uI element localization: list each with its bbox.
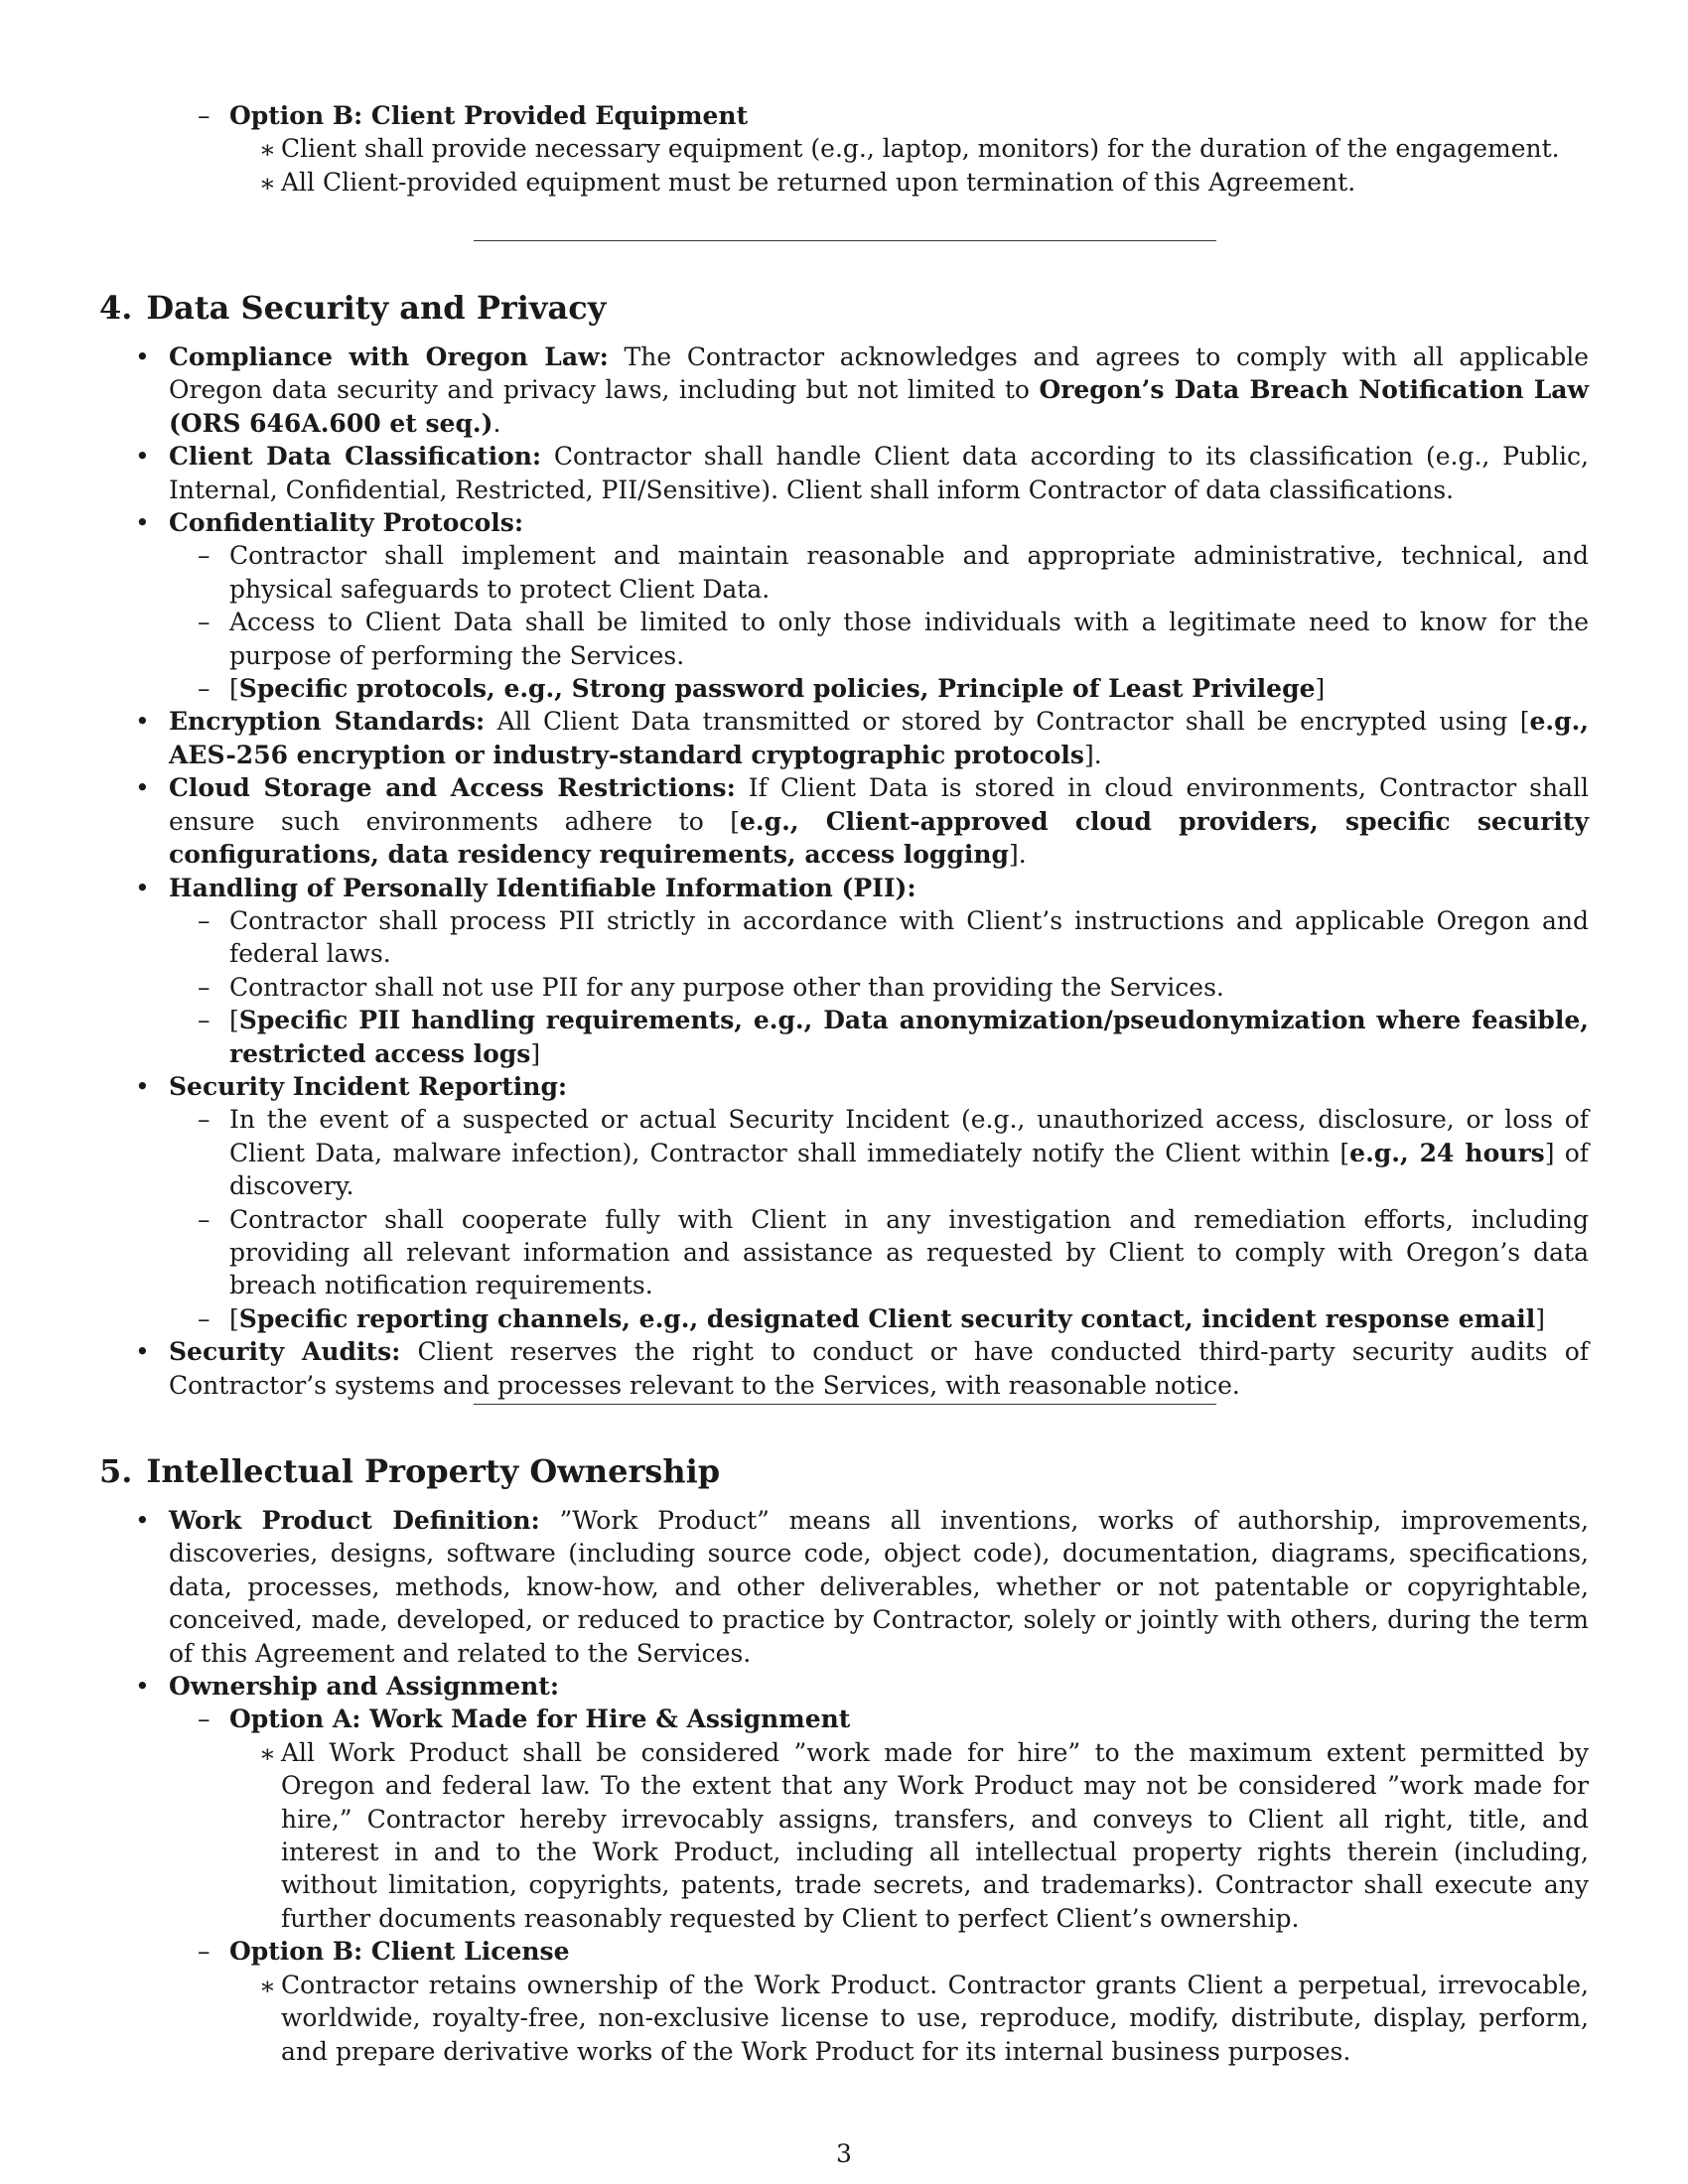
item-label: Work Product Definition: [169, 1506, 540, 1535]
dash-marker: – [198, 541, 211, 571]
section-title: Intellectual Property Ownership [146, 1452, 721, 1490]
list-item: • Cloud Storage and Access Restrictions: If Client Data is stored in cloud environments, Contractor shall ensure such environments adhere to [e.g., Client-approved cloud providers, specific security configurations, data residency requirements, access logging]. [135, 773, 1589, 870]
asterisk-marker: ∗ [259, 1738, 276, 1768]
dash-marker: – [198, 1204, 211, 1234]
bullet-marker: • [135, 707, 150, 737]
item-label: Compliance with Oregon Law: [169, 342, 609, 371]
list-item [99, 1670, 1589, 2068]
list-item [169, 1935, 1589, 2068]
list-item [169, 539, 1589, 606]
asterisk-marker: ∗ [259, 168, 276, 198]
section-4-body [99, 341, 1589, 1402]
list-item [99, 440, 1589, 506]
list-item [229, 1736, 1589, 1935]
item-text: of discovery. [229, 1138, 1589, 1201]
bullet-marker: • [135, 873, 150, 902]
section-divider [474, 1404, 1216, 1405]
section-5-body [99, 1504, 1589, 2068]
item-text: Contractor shall cooperate fully with Client in any investigation and remediation efforts, including providing all relevant information and assistance as requested by Client to comply with Oregon’s data breach notification requirements. [229, 1204, 1589, 1300]
list-item [99, 341, 1589, 440]
item-text: Client reserves the right to conduct or have conducted third-party security audits of Contractor’s systems and processes relevant to the Services, with reasonable notice. [169, 1337, 1589, 1400]
dash-marker: – [198, 674, 211, 704]
item-text: . [1093, 740, 1102, 769]
dash-marker: – [198, 1705, 211, 1734]
item-emphasis: Specific protocols, e.g., Strong password policies, Principle of Least Privilege [238, 674, 1316, 704]
section-title: Data Security and Privacy [146, 289, 607, 327]
item-text: Contractor retains ownership of the Work Product. Contractor grants Client a perpetual, irrevocable, worldwide, royalty-free, non-exclusive license to use, reproduce, modify, distribute, display, perform, and prepare derivative works of the Work Product for its internal business purposes. [281, 1970, 1589, 2066]
dash-marker: – [198, 1303, 211, 1333]
item-emphasis: Oregon’s Data Breach Notification Law (ORS 646A.600 et seq.) [169, 375, 1589, 438]
item-label: Security Incident Reporting: [169, 1071, 568, 1101]
section-number: 4. [99, 289, 133, 327]
list-item [99, 1070, 1589, 1335]
bullet-marker: • [135, 1337, 150, 1367]
asterisk-marker: ∗ [259, 135, 276, 165]
list-item: – In the event of a suspected or actual Security Incident (e.g., unauthorized access, disclosure, or loss of Client Data, malware infection), Contractor shall immediately notify the Client within [e.g., 24 hours] of discovery. [198, 1105, 1589, 1201]
list-item [99, 1504, 1589, 1670]
equipment-option-b [99, 99, 1589, 199]
bullet-marker: • [135, 508, 150, 538]
dash-marker: – [198, 101, 211, 130]
list-item [99, 872, 1589, 1070]
item-emphasis: Specific reporting channels, e.g., designated Client security contact, incident response email [238, 1303, 1536, 1333]
item-text: All Client Data transmitted or stored by Contractor shall be encrypted using [485, 707, 1520, 737]
list-item [169, 606, 1589, 672]
section-heading [99, 288, 606, 328]
dash-marker: – [198, 1937, 211, 1967]
item-text: Client shall provide necessary equipment (e.g., laptop, monitors) for the duration of the engagement. [281, 134, 1560, 164]
list-item: – [Specific protocols, e.g., Strong password policies, Principle of Least Privilege] [169, 672, 1589, 705]
item-text: Contractor shall process PII strictly in accordance with Client’s instructions and applicable Oregon and federal laws. [229, 905, 1589, 969]
list-item: – [Specific reporting channels, e.g., designated Client security contact, incident response email] [169, 1302, 1589, 1335]
list-item [169, 1703, 1589, 1935]
list-item [229, 132, 1589, 165]
dash-marker: – [198, 1006, 211, 1035]
list-item [169, 904, 1589, 971]
item-label: Handling of Personally Identifiable Information (PII): [169, 873, 916, 902]
item-label: Encryption Standards: [169, 707, 486, 737]
item-emphasis: Specific PII handling requirements, e.g., Data anonymization/pseudonymization where feasible, restricted access logs [229, 1006, 1589, 1068]
item-text: Contractor shall implement and maintain reasonable and appropriate administrative, technical, and physical safeguards to protect Client Data. [229, 541, 1589, 604]
item-text: The Contractor acknowledges and agrees to comply with all applicable Oregon data security and privacy laws, including but not limited to [169, 342, 1589, 405]
list-item [99, 99, 1589, 199]
list-item: • Encryption Standards: All Client Data transmitted or stored by Contractor shall be encrypted using [e.g., AES-256 encryption or industry-standard cryptographic protocols]. [135, 707, 1589, 769]
item-text: Contractor shall handle Client data according to its classification (e.g., Public, Internal, Confidential, Restricted, PII/Sensitive). Client shall inform Contractor of data classifications. [169, 442, 1590, 504]
option-title: Option B: Client License [229, 1937, 570, 1967]
option-title: Option A: Work Made for Hire & Assignment [229, 1705, 851, 1734]
item-text: All Client-provided equipment must be returned upon termination of this Agreement. [281, 167, 1356, 197]
section-number: 5. [99, 1452, 133, 1490]
bullet-marker: • [135, 342, 150, 371]
item-text: If Client Data is stored in cloud environments, Contractor shall ensure such environments adhere to [169, 773, 1589, 836]
dash-marker: – [198, 1105, 211, 1135]
bullet-marker: • [135, 773, 150, 803]
dash-marker: – [198, 905, 211, 935]
list-item [169, 1203, 1589, 1302]
item-text: Access to Client Data shall be limited to only those individuals with a legitimate need to know for the purpose of performing the Services. [229, 608, 1589, 670]
item-label: Ownership and Assignment: [169, 1672, 560, 1702]
dash-marker: – [198, 608, 211, 637]
item-text: In the event of a suspected or actual Security Incident (e.g., unauthorized access, disclosure, or loss of Client Data, malware infection), Contractor shall immediately notify the Client within [229, 1105, 1589, 1167]
asterisk-marker: ∗ [259, 1971, 276, 2000]
bullet-marker: • [135, 442, 150, 472]
item-emphasis: e.g., 24 hours [1349, 1138, 1545, 1167]
list-item: – [Specific PII handling requirements, e.g., Data anonymization/pseudonymization where feasible, restricted access logs] [198, 1006, 1589, 1068]
page-number: 3 [836, 2139, 852, 2168]
section-heading [99, 1451, 720, 1491]
section-divider [474, 240, 1216, 241]
option-title: Option B: Client Provided Equipment [229, 101, 749, 130]
item-emphasis: e.g., Client-approved cloud providers, specific security configurations, data residency requirements, access logging [169, 806, 1589, 870]
item-text: All Work Product shall be considered ”work made for hire” to the maximum extent permitted by Oregon and federal law. To the extent that any Work Product may not be considered ”work made for hire,” Contractor hereby irrevocably assigns, transfers, and conveys to Client all right, title, and interest in and to the Work Product, including all intellectual property rights therein (including, without limitation, copyrights, patents, trade secrets, and trademarks). Contractor shall execute any further documents reasonably requested by Client to perfect Client’s ownership. [281, 1737, 1589, 1933]
item-text: ”Work Product” means all inventions, works of authorship, improvements, discoveries, designs, software (including source code, object code), documentation, diagrams, specifications, data, processes, methods, know-how, and other deliverables, whether or not patentable or copyrightable, conceived, made, developed, or reduced to practice by Contractor, solely or jointly with others, during the term of this Agreement and related to the Services. [169, 1506, 1589, 1668]
list-item [99, 506, 1589, 705]
dash-marker: – [198, 972, 211, 1002]
list-item [229, 166, 1589, 199]
list-item [169, 971, 1589, 1004]
item-label: Confidentiality Protocols: [169, 508, 524, 538]
list-item [169, 99, 1589, 199]
item-emphasis: e.g., AES-256 encryption or industry-standard cryptographic protocols [169, 707, 1589, 769]
item-label: Cloud Storage and Access Restrictions: [169, 773, 736, 803]
item-text: . [492, 408, 501, 438]
item-text: Contractor shall not use PII for any purpose other than providing the Services. [229, 972, 1224, 1002]
bullet-marker: • [135, 1071, 150, 1101]
item-text: . [1018, 840, 1027, 870]
bullet-marker: • [135, 1672, 150, 1702]
item-label: Security Audits: [169, 1337, 401, 1367]
list-item [99, 1335, 1589, 1402]
bullet-marker: • [135, 1506, 150, 1535]
list-item [229, 1969, 1589, 2068]
item-label: Client Data Classification: [169, 442, 542, 472]
